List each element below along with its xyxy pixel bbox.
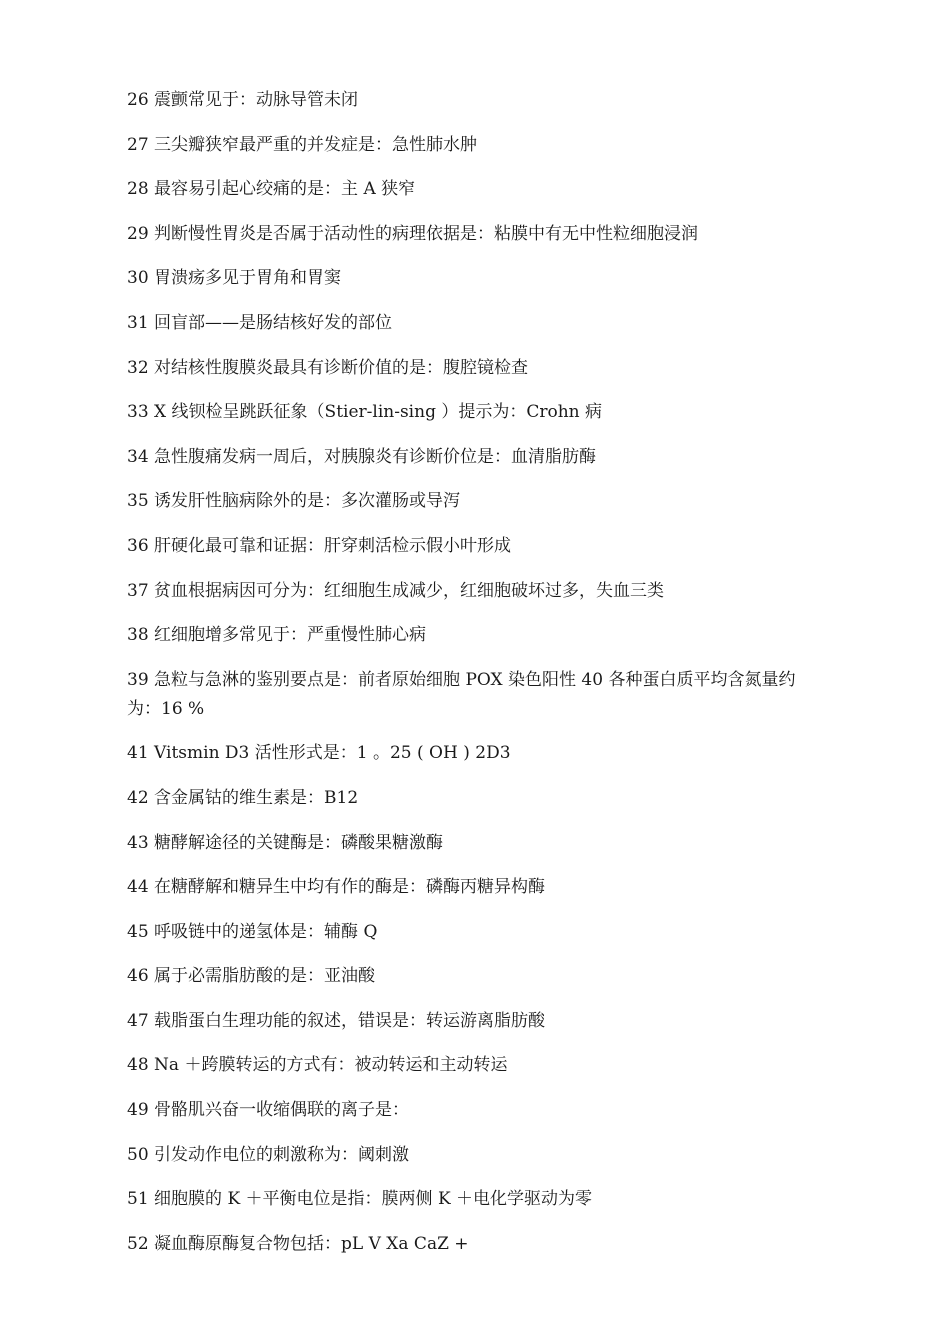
list-item: 46 属于必需脂肪酸的是：亚油酸 <box>127 966 376 987</box>
list-item: 26 震颤常见于：动脉导管未闭 <box>127 90 359 110</box>
list-item: 35 诱发肝性脑病除外的是：多次灌肠或导泻 <box>127 491 461 512</box>
list-item: 41 Vitsmin D3 活性形式是：1 。25 ( OH ) 2D3 <box>127 743 511 764</box>
list-item: 31 回盲部——是肠结核好发的部位 <box>127 312 393 333</box>
list-item: 30 胃溃疡多见于胃角和胃窦 <box>127 268 342 289</box>
list-item: 43 糖酵解途径的关键酶是：磷酸果糖激酶 <box>127 832 444 853</box>
list-item: 51 细胞膜的 K ＋平衡电位是指：膜两侧 K ＋电化学驱动为零 <box>127 1189 593 1210</box>
list-item: 34 急性腹痛发病一周后，对胰腺炎有诊断价位是：血清脂肪酶 <box>127 446 597 467</box>
list-item: 36 肝硬化最可靠和证据：肝穿刺活检示假小叶形成 <box>127 535 512 556</box>
list-item: 29 判断慢性胃炎是否属于活动性的病理依据是：粘膜中有无中性粒细胞浸润 <box>127 223 699 244</box>
list-item: 44 在糖酵解和糖异生中均有作的酶是：磷酶丙糖异构酶 <box>127 877 546 898</box>
list-item: 42 含金属钴的维生素是：B12 <box>127 787 359 808</box>
list-item: 37 贫血根据病因可分为：红细胞生成减少，红细胞破坏过多，失血三类 <box>127 580 665 601</box>
list-item: 38 红细胞增多常见于：严重慢性肺心病 <box>127 625 427 646</box>
list-item: 28 最容易引起心绞痛的是：主 A 狭窄 <box>127 179 416 200</box>
list-item: 27 三尖瓣狭窄最严重的并发症是：急性肺水肿 <box>127 134 478 155</box>
list-item: 50 引发动作电位的刺激称为：阈刺激 <box>127 1144 410 1165</box>
list-item: 52 凝血酶原酶复合物包括：pL V Xa CaZ + <box>127 1233 469 1254</box>
list-item: 47 载脂蛋白生理功能的叙述，错误是：转运游离脂肪酸 <box>127 1010 546 1031</box>
list-item: 48 Na ＋跨膜转运的方式有：被动转运和主动转运 <box>127 1055 508 1076</box>
list-item: 49 骨骼肌兴奋一收缩偶联的离子是： <box>127 1100 410 1121</box>
list-item: 39 急粒与急淋的鉴别要点是：前者原始细胞 POX 染色阳性 40 各种蛋白质平均含氮量约为：16 % <box>127 669 796 719</box>
document-body <box>127 86 827 1274</box>
list-item: 45 呼吸链中的递氢体是：辅酶 Q <box>127 921 378 942</box>
list-item: 33 X 线钡检呈跳跃征象（Stier-lin-sing ）提示为：Crohn 病 <box>127 402 603 423</box>
list-item: 32 对结核性腹膜炎最具有诊断价值的是：腹腔镜检查 <box>127 357 529 378</box>
